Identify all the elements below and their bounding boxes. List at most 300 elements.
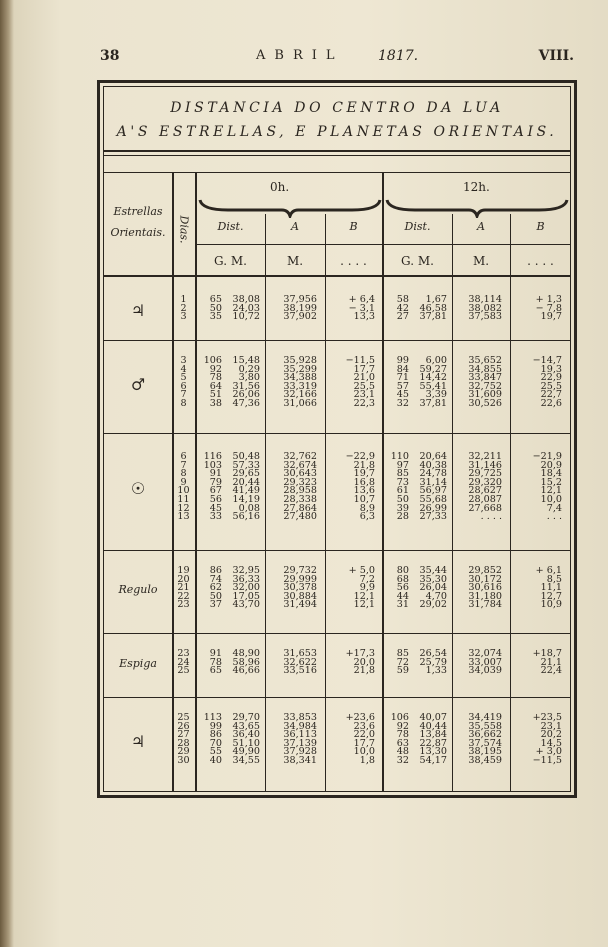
cell-g12: 44 (396, 590, 409, 602)
cell-m12: 37,81 (419, 398, 447, 409)
cell-b12: 15,2 (540, 476, 562, 488)
cell-g0: 62 (209, 582, 222, 594)
cell-m12: 13,30 (419, 746, 447, 758)
cell-b12: 20,2 (540, 729, 562, 741)
jupiter-icon: ♃ (130, 300, 146, 320)
cell-b12: 22,7 (540, 389, 562, 401)
cell-g0: 50 (209, 302, 222, 314)
cell-days: 3 (180, 355, 187, 366)
cell-m0: 36,33 (232, 573, 260, 585)
cell-m0: 36,40 (232, 729, 260, 741)
cell-a0: 28,338 (283, 494, 317, 505)
cell-b0: + 5,0 (348, 565, 375, 576)
cell-g12: 48 (396, 746, 409, 758)
cell-a0: 37,902 (283, 311, 317, 323)
cell-days: 24 (177, 656, 190, 668)
cell-days: 29 (177, 746, 190, 758)
cell-b0: −11,5 (345, 355, 375, 366)
cell-b12: 20,9 (540, 459, 562, 471)
cell-b0: 13,6 (353, 485, 375, 497)
cell-a12: 31,784 (468, 599, 502, 611)
cell-m12: 40,38 (419, 459, 447, 471)
cell-b12: 19,7 (540, 311, 562, 323)
cell-g0: 86 (209, 565, 222, 576)
cell-a12: 29,320 (468, 476, 502, 488)
cell-a12: 33,847 (468, 372, 502, 384)
cell-days: 6 (180, 451, 187, 462)
cell-a12: 38,082 (468, 302, 502, 314)
cell-b12: + 1,3 (535, 294, 562, 305)
cell-g0: 38 (209, 398, 222, 409)
cell-g0: 67 (209, 485, 222, 497)
cell-m0: 43,65 (232, 720, 260, 732)
cell-m0: 32,95 (232, 565, 260, 576)
jupiter-icon: ♃ (130, 731, 146, 751)
cell-days: 23 (177, 599, 190, 611)
cell-g0: 91 (209, 468, 222, 480)
cell-m0: 0,29 (238, 363, 260, 375)
cell-a0: 37,956 (283, 294, 317, 305)
cell-m12: 24,78 (419, 468, 447, 480)
cell-a12: 31,180 (468, 590, 502, 602)
dist-header-0: Dist. (217, 220, 244, 233)
cell-g12: 32 (396, 398, 409, 409)
a-header-0: A (291, 220, 299, 233)
cell-days: 25 (177, 712, 190, 723)
cell-b12: 7,4 (546, 502, 562, 514)
cell-g12: 73 (396, 476, 409, 488)
cell-days: 7 (180, 459, 187, 471)
cell-a0: 38,341 (283, 755, 317, 766)
cell-b12: 25,5 (540, 380, 562, 392)
b-header-12: B (536, 220, 545, 233)
book-binding-edge (0, 0, 14, 947)
cell-m12: 3,39 (425, 389, 447, 401)
cell-b12: 22,9 (540, 372, 562, 384)
cell-a12: 35,652 (468, 355, 502, 366)
cell-m12: 55,41 (419, 380, 447, 392)
cell-g12: 68 (396, 573, 409, 585)
cell-a12: 30,526 (468, 398, 502, 409)
cell-m12: 25,79 (419, 656, 447, 668)
cell-m12: 26,54 (419, 648, 447, 659)
cell-days: 12 (177, 502, 190, 514)
cell-days: 19 (177, 565, 190, 576)
cell-a0: 32,622 (283, 656, 317, 668)
cell-g0: 50 (209, 590, 222, 602)
cell-a12: 30,616 (468, 582, 502, 594)
cell-a12: 32,211 (468, 451, 502, 462)
hour-12-header: 12h. (463, 180, 490, 194)
cell-a0: 27,864 (283, 502, 317, 514)
cell-a0: 31,494 (283, 599, 317, 611)
cell-a12: 35,558 (468, 720, 502, 732)
cell-g12: 97 (396, 459, 409, 471)
cell-m12: 1,33 (425, 665, 447, 677)
cell-b12: 12,7 (540, 590, 562, 602)
cell-g12: 42 (396, 302, 409, 314)
cell-g0: 35 (209, 311, 222, 323)
cell-b0: 16,8 (353, 476, 375, 488)
cell-b0: 9,9 (359, 582, 375, 594)
cell-b0: 21,8 (353, 459, 375, 471)
cell-m12: 59,27 (419, 363, 447, 375)
m-header-12: M. (472, 254, 490, 268)
cell-m12: 40,44 (419, 720, 447, 732)
cell-b0: −22,9 (345, 451, 375, 462)
cell-a0: 30,643 (283, 468, 317, 480)
gm-header-12: G. M. (401, 254, 434, 268)
cell-a0: 29,732 (283, 565, 317, 576)
cell-m0: 29,70 (232, 712, 260, 723)
cell-a0: 37,139 (283, 737, 317, 749)
cell-g0: 33 (209, 511, 222, 523)
cell-m12: 26,04 (419, 582, 447, 594)
cell-a12: 31,146 (468, 459, 502, 471)
cell-b12: −14,7 (532, 355, 562, 366)
cell-g12: 78 (396, 729, 409, 741)
running-header (96, 48, 574, 72)
cell-b12: . . . (546, 511, 562, 523)
cell-b0: + 6,4 (348, 294, 375, 305)
cell-days: 28 (177, 737, 190, 749)
cell-b12: + 6,1 (535, 565, 562, 576)
cell-m0: 46,66 (232, 665, 260, 677)
brace-12h (385, 196, 569, 218)
cell-days: 21 (177, 582, 190, 594)
cell-a12: . . . . (480, 511, 502, 523)
cell-a0: 37,928 (283, 746, 317, 758)
title-rule (103, 150, 571, 152)
cell-b12: 12,1 (540, 485, 562, 497)
cell-a0: 35,299 (283, 363, 317, 375)
cell-m12: 27,33 (419, 511, 447, 523)
cell-b12: −21,9 (532, 451, 562, 462)
cell-b0: 20,0 (353, 656, 375, 668)
cell-m0: 34,55 (232, 755, 260, 766)
star-label: Regulo (118, 582, 158, 596)
cell-a12: 38,459 (468, 755, 502, 766)
cell-b12: 10,0 (540, 494, 562, 505)
header-month: ABRIL (256, 48, 344, 63)
star-label: Espiga (119, 656, 157, 670)
cell-b0: 21,8 (353, 665, 375, 677)
cell-m12: 1,67 (425, 294, 447, 305)
cell-m0: 0,08 (238, 502, 260, 514)
cell-m12: 54,17 (419, 755, 447, 766)
cell-a12: 27,668 (468, 502, 502, 514)
cell-g12: 27 (396, 311, 409, 323)
cell-b0: +17,3 (345, 648, 375, 659)
cell-a12: 30,172 (468, 573, 502, 585)
dots-header-12: . . . . (527, 254, 554, 268)
cell-g12: 85 (396, 468, 409, 480)
cell-g0: 74 (209, 573, 222, 585)
cell-a0: 36,113 (283, 729, 317, 741)
cell-g12: 28 (396, 511, 409, 523)
days-header: Dias. (177, 215, 191, 244)
gm-header-0: G. M. (214, 254, 247, 268)
cell-g12: 61 (396, 485, 409, 497)
cell-m12: 6,00 (425, 355, 447, 366)
cell-days: 7 (180, 389, 187, 401)
cell-g0: 116 (203, 451, 222, 462)
cell-b12: 21,1 (540, 656, 562, 668)
cell-a12: 38,195 (468, 746, 502, 758)
cell-m12: 37,81 (419, 311, 447, 323)
cell-g0: 64 (209, 380, 222, 392)
cell-m0: 41,49 (232, 485, 260, 497)
cell-b0: 13,3 (353, 311, 375, 323)
cell-a12: 34,855 (468, 363, 502, 375)
cell-g12: 99 (396, 355, 409, 366)
cell-g0: 65 (209, 665, 222, 677)
cell-g0: 79 (209, 476, 222, 488)
cell-m12: 31,14 (419, 476, 447, 488)
cell-m12: 56,97 (419, 485, 447, 497)
cell-a12: 32,074 (468, 648, 502, 659)
m-header-0: M. (286, 254, 304, 268)
cell-days: 30 (177, 755, 190, 766)
cell-a0: 33,853 (283, 712, 317, 723)
cell-a12: 29,725 (468, 468, 502, 480)
cell-g12: 50 (396, 494, 409, 505)
cell-m0: 57,33 (232, 459, 260, 471)
cell-m0: 48,90 (232, 648, 260, 659)
cell-b0: 23,6 (353, 720, 375, 732)
cell-b12: 11,1 (540, 582, 562, 594)
mars-icon: ♂ (130, 374, 146, 394)
cell-days: 25 (177, 665, 190, 677)
cell-a12: 38,114 (468, 294, 502, 305)
cell-b0: − 3,1 (348, 302, 375, 314)
cell-days: 26 (177, 720, 190, 732)
title-line-2: A'S ESTRELLAS, E PLANETAS ORIENTAIS. (116, 124, 558, 140)
cell-a12: 36,662 (468, 729, 502, 741)
cell-g12: 92 (396, 720, 409, 732)
cell-a0: 34,388 (283, 372, 317, 384)
sun-icon: ☉ (130, 479, 146, 499)
cell-a0: 27,480 (283, 511, 317, 523)
cell-days: 23 (177, 648, 190, 659)
cell-b12: 23,1 (540, 720, 562, 732)
cell-g12: 63 (396, 737, 409, 749)
cell-days: 1 (180, 294, 187, 305)
cell-m12: 26,99 (419, 502, 447, 514)
cell-a0: 35,928 (283, 355, 317, 366)
cell-g0: 70 (209, 737, 222, 749)
cell-m12: 46,58 (419, 302, 447, 314)
cell-b12: 8,5 (546, 573, 562, 585)
title-rule-thin (103, 155, 571, 156)
cell-a12: 37,583 (468, 311, 502, 323)
cell-a12: 33,007 (468, 656, 502, 668)
cell-m0: 58,96 (232, 656, 260, 668)
dots-header-0: . . . . (340, 254, 367, 268)
cell-m0: 31,56 (232, 380, 260, 392)
cell-a0: 32,762 (283, 451, 317, 462)
cell-a0: 31,653 (283, 648, 317, 659)
cell-g0: 106 (203, 355, 222, 366)
section-number: VIII. (538, 48, 574, 64)
cell-a12: 34,039 (468, 665, 502, 677)
cell-a12: 31,609 (468, 389, 502, 401)
cell-days: 5 (180, 372, 187, 384)
cell-m0: 15,48 (232, 355, 260, 366)
cell-m0: 24,03 (232, 302, 260, 314)
cell-g0: 40 (209, 755, 222, 766)
cell-days: 2 (180, 302, 187, 314)
cell-b12: + 3,0 (535, 746, 562, 758)
cell-g0: 78 (209, 656, 222, 668)
cell-b0: 25,5 (353, 380, 375, 392)
cell-b0: 22,3 (353, 398, 375, 409)
cell-g12: 32 (396, 755, 409, 766)
cell-a0: 32,674 (283, 459, 317, 471)
cell-g0: 113 (203, 712, 222, 723)
brace-0h (198, 196, 382, 218)
cell-b0: 10,7 (353, 494, 375, 505)
cell-m0: 56,16 (232, 511, 260, 523)
cell-g0: 99 (209, 720, 222, 732)
cell-g12: 58 (396, 294, 409, 305)
cell-days: 11 (177, 494, 190, 505)
dist-header-12: Dist. (404, 220, 431, 233)
cell-m0: 26,06 (232, 389, 260, 401)
title-line-1: DISTANCIA DO CENTRO DA LUA (170, 100, 504, 116)
cell-b12: −11,5 (532, 755, 562, 766)
cell-a0: 29,999 (283, 573, 317, 585)
cell-m12: 55,68 (419, 494, 447, 505)
cell-g0: 65 (209, 294, 222, 305)
cell-days: 20 (177, 573, 190, 585)
cell-m12: 14,42 (419, 372, 447, 384)
cell-b0: 17,7 (353, 737, 375, 749)
cell-b12: 18,4 (540, 468, 562, 480)
cell-g0: 51 (209, 389, 222, 401)
cell-b0: 6,3 (359, 511, 375, 523)
cell-b0: 8,9 (359, 502, 375, 514)
cell-g0: 56 (209, 494, 222, 505)
cell-m12: 22,87 (419, 737, 447, 749)
cell-g12: 59 (396, 665, 409, 677)
cell-m12: 35,44 (419, 565, 447, 576)
cell-days: 6 (180, 380, 187, 392)
cell-g12: 57 (396, 380, 409, 392)
cell-m0: 47,36 (232, 398, 260, 409)
cell-a0: 30,378 (283, 582, 317, 594)
cell-b12: 10,9 (540, 599, 562, 611)
cell-days: 9 (180, 476, 187, 488)
cell-g12: 72 (396, 656, 409, 668)
cell-a12: 28,627 (468, 485, 502, 497)
cell-b12: − 7,8 (535, 302, 562, 314)
cell-g12: 31 (396, 599, 409, 611)
cell-a0: 30,884 (283, 590, 317, 602)
cell-g12: 71 (396, 372, 409, 384)
cell-a0: 32,166 (283, 389, 317, 401)
cell-g0: 55 (209, 746, 222, 758)
cell-days: 27 (177, 729, 190, 741)
stars-header-2: Orientais. (110, 226, 166, 239)
cell-m0: 29,65 (232, 468, 260, 480)
stars-header-1: Estrellas (113, 205, 163, 218)
header-year: 1817. (378, 48, 419, 64)
cell-b0: 12,1 (353, 590, 375, 602)
cell-b12: +23,5 (532, 712, 562, 723)
cell-m0: 50,48 (232, 451, 260, 462)
cell-days: 8 (180, 398, 187, 409)
cell-g12: 45 (396, 389, 409, 401)
cell-g0: 92 (209, 363, 222, 375)
cell-days: 22 (177, 590, 190, 602)
cell-g12: 80 (396, 565, 409, 576)
cell-m0: 14,19 (232, 494, 260, 505)
cell-g0: 86 (209, 729, 222, 741)
cell-b12: 22,4 (540, 665, 562, 677)
cell-a0: 34,984 (283, 720, 317, 732)
cell-b12: 14,5 (540, 737, 562, 749)
cell-days: 4 (180, 363, 187, 375)
cell-a12: 29,852 (468, 565, 502, 576)
cell-m0: 10,72 (232, 311, 260, 323)
cell-b0: +23,6 (345, 712, 375, 723)
cell-b0: 7,2 (359, 573, 375, 585)
cell-days: 8 (180, 468, 187, 480)
cell-days: 3 (180, 311, 187, 323)
hour-0-header: 0h. (270, 180, 290, 194)
table-title (103, 96, 571, 144)
cell-g0: 45 (209, 502, 222, 514)
cell-g12: 84 (396, 363, 409, 375)
cell-m0: 20,44 (232, 476, 260, 488)
cell-g0: 37 (209, 599, 222, 611)
cell-m0: 32,00 (232, 582, 260, 594)
cell-a0: 31,066 (283, 398, 317, 409)
cell-m12: 4,70 (425, 590, 447, 602)
cell-b12: +18,7 (532, 648, 562, 659)
cell-b12: 19,3 (540, 363, 562, 375)
a-header-12: A (477, 220, 485, 233)
cell-g0: 91 (209, 648, 222, 659)
cell-m12: 29,02 (419, 599, 447, 611)
page-number: 38 (100, 48, 120, 64)
cell-m12: 20,64 (419, 451, 447, 462)
cell-a0: 38,199 (283, 302, 317, 314)
cell-m0: 49,90 (232, 746, 260, 758)
cell-b0: 12,1 (353, 599, 375, 611)
cell-g0: 78 (209, 372, 222, 384)
cell-days: 13 (177, 511, 190, 523)
cell-a12: 37,574 (468, 737, 502, 749)
cell-a12: 28,087 (468, 494, 502, 505)
cell-g12: 85 (396, 648, 409, 659)
cell-g12: 110 (390, 451, 409, 462)
cell-b0: 1,8 (359, 755, 375, 766)
cell-g12: 56 (396, 582, 409, 594)
cell-a0: 33,516 (283, 665, 317, 677)
cell-m0: 51,10 (232, 737, 260, 749)
cell-a0: 28,958 (283, 485, 317, 497)
cell-b0: 19,7 (353, 468, 375, 480)
cell-m12: 13,84 (419, 729, 447, 741)
cell-days: 10 (177, 485, 190, 497)
cell-m0: 38,08 (232, 294, 260, 305)
cell-g12: 39 (396, 502, 409, 514)
cell-m0: 43,70 (232, 599, 260, 611)
cell-m0: 17,05 (232, 590, 260, 602)
cell-a12: 34,419 (468, 712, 502, 723)
